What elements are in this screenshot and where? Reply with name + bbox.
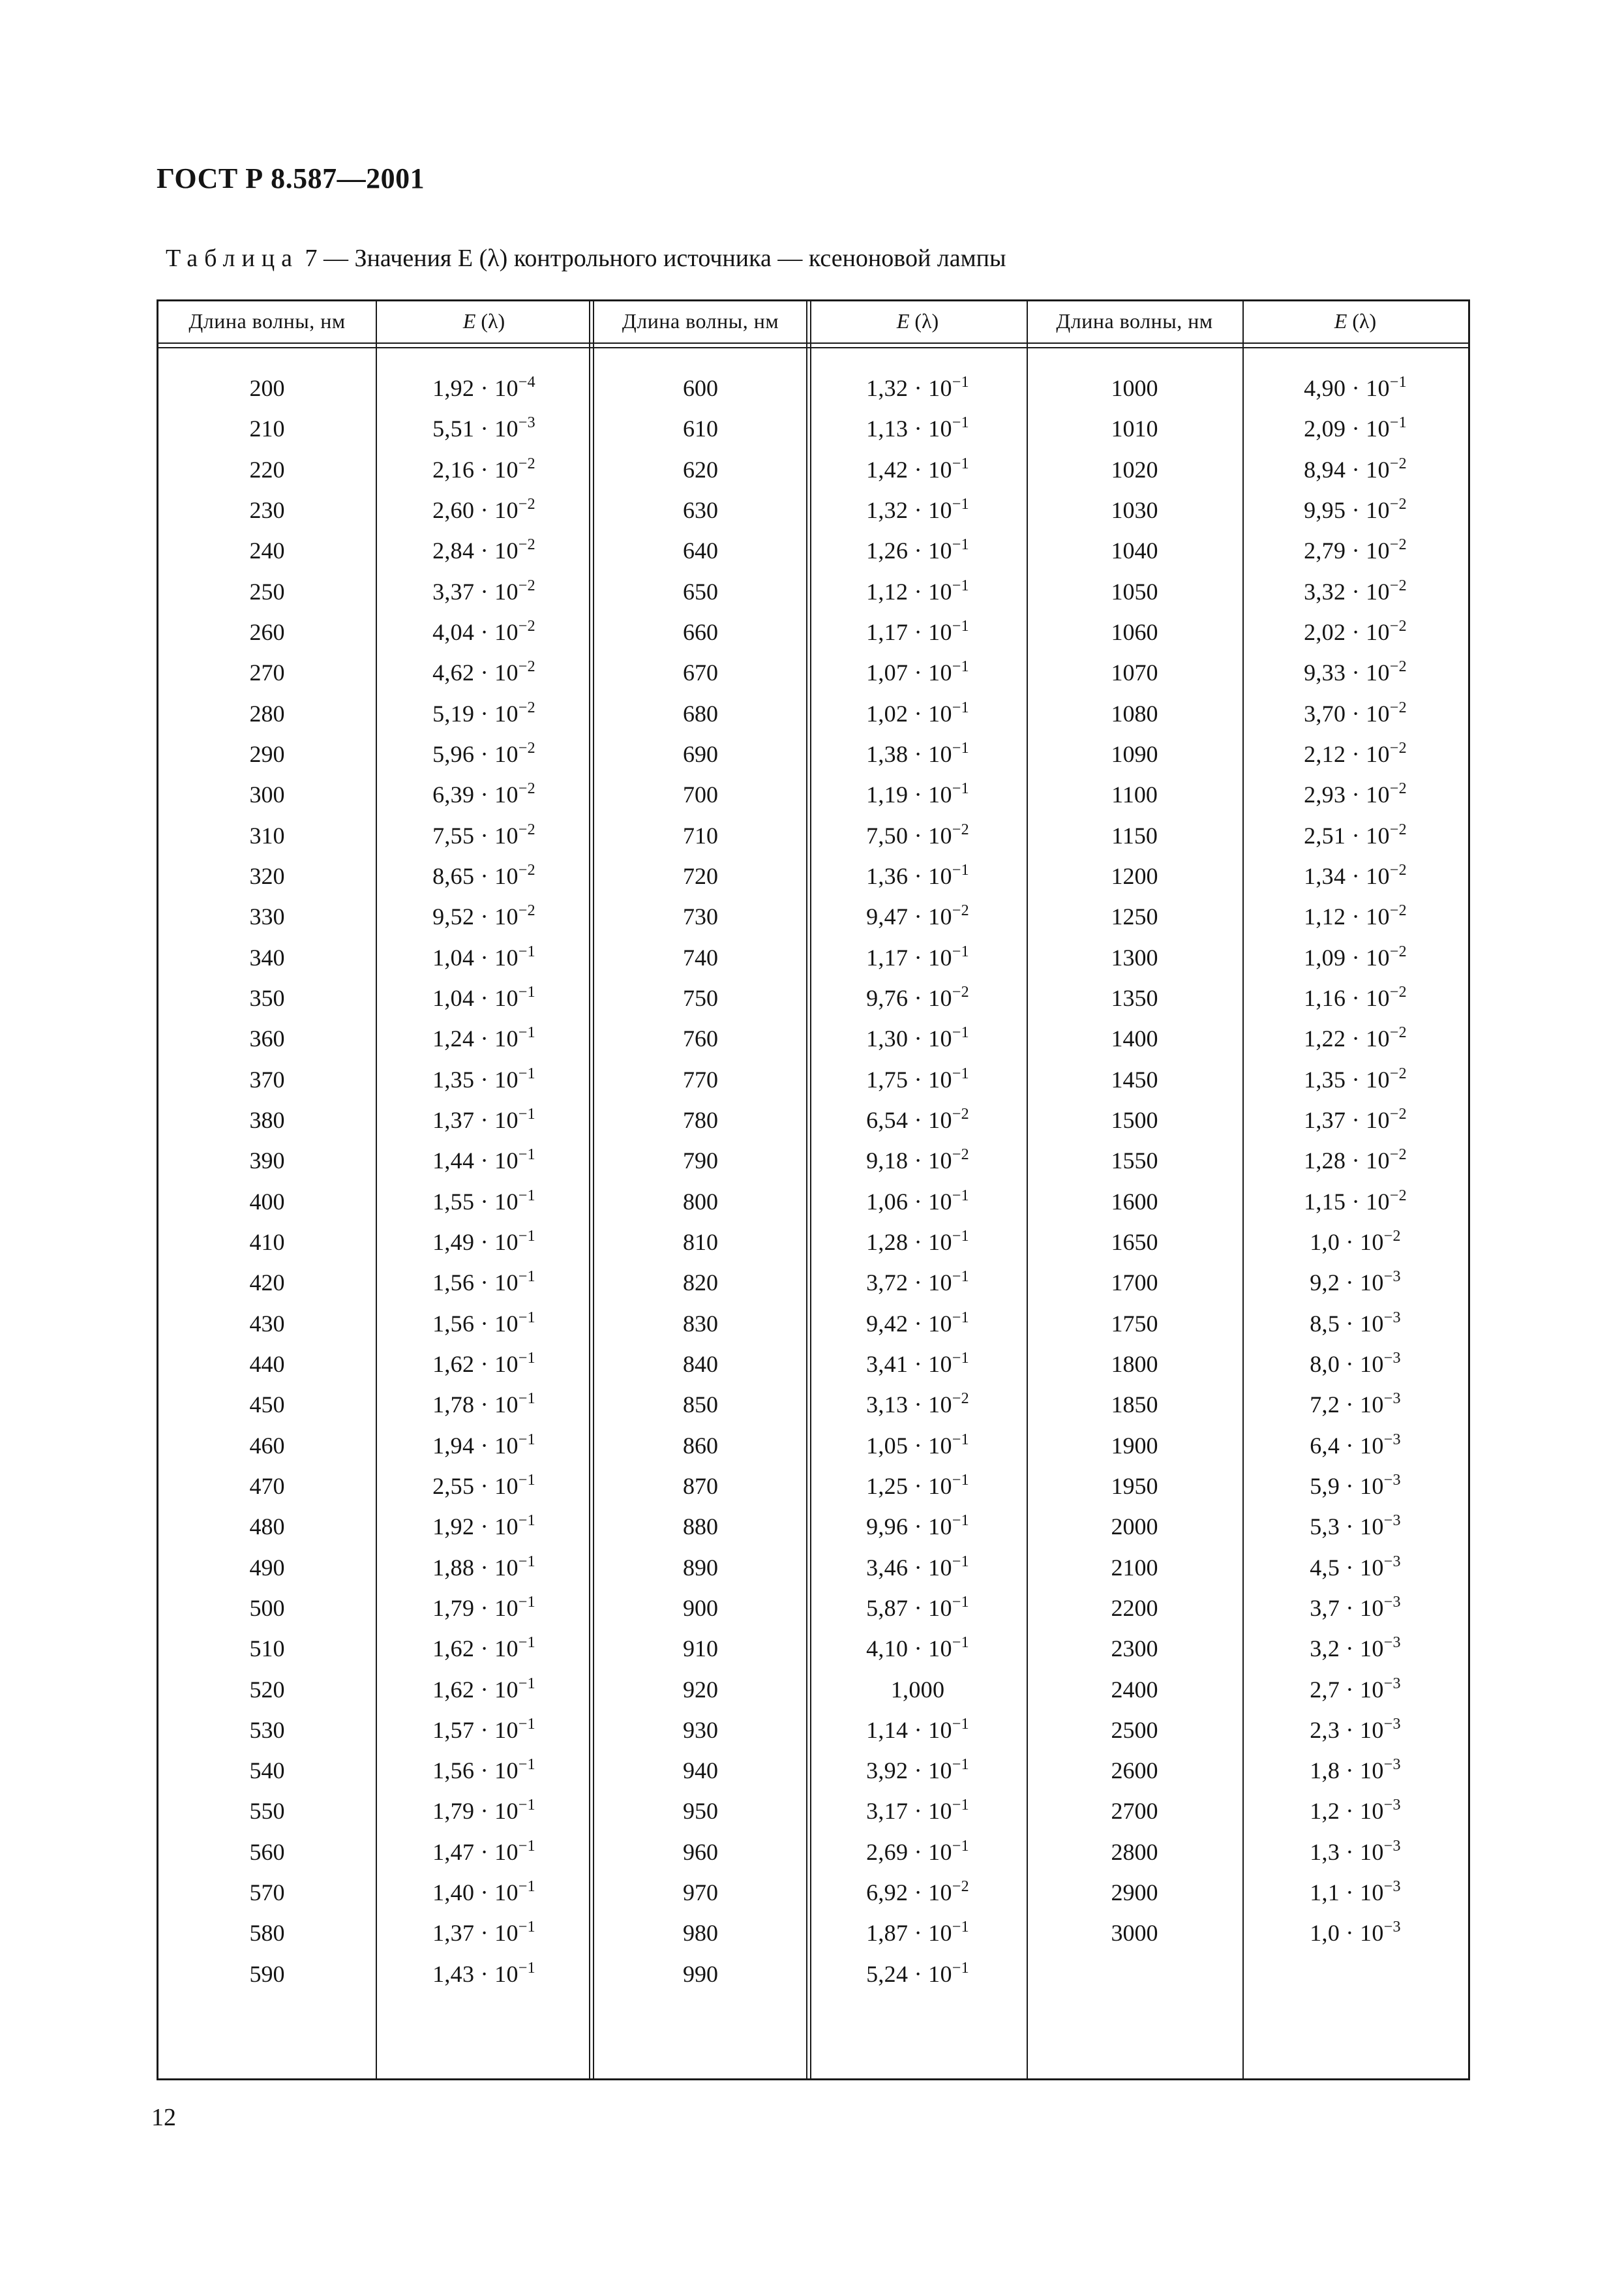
irradiance-cell: $1,35 \cdot 10^{-1}$ <box>432 1065 535 1093</box>
wavelength-cell: 870 <box>683 1472 718 1499</box>
wavelength-cell: 690 <box>683 740 718 767</box>
irradiance-cell: $2,16 \cdot 10^{-2}$ <box>432 455 535 483</box>
header-wavelength: Длина волны, нм <box>1056 309 1213 333</box>
irradiance-cell: $9,42 \cdot 10^{-1}$ <box>866 1309 969 1337</box>
wavelength-cell: 2300 <box>1111 1635 1158 1662</box>
wavelength-cell: 390 <box>249 1147 285 1174</box>
wavelength-cell: 1950 <box>1111 1472 1158 1499</box>
irradiance-cell: $1,78 \cdot 10^{-1}$ <box>432 1390 535 1418</box>
wavelength-cell: 550 <box>249 1798 285 1825</box>
wavelength-cell: 810 <box>683 1228 718 1255</box>
wavelength-cell: 960 <box>683 1838 718 1865</box>
irradiance-cell: $1,05 \cdot 10^{-1}$ <box>866 1431 969 1459</box>
wavelength-cell: 2200 <box>1111 1594 1158 1621</box>
wavelength-cell: 2000 <box>1111 1513 1158 1540</box>
irradiance-cell: $4,62 \cdot 10^{-2}$ <box>432 658 535 686</box>
irradiance-cell: $2,69 \cdot 10^{-1}$ <box>866 1837 969 1865</box>
wavelength-cell: 1090 <box>1111 740 1158 767</box>
irradiance-cell: $1,32 \cdot 10^{-1}$ <box>866 495 969 523</box>
irradiance-cell: $9,33 \cdot 10^{-2}$ <box>1304 658 1407 686</box>
wavelength-cell: 920 <box>683 1676 718 1703</box>
irradiance-cell: $2,93 \cdot 10^{-2}$ <box>1304 780 1407 808</box>
irradiance-cell: $1,62 \cdot 10^{-1}$ <box>432 1349 535 1377</box>
wavelength-cell: 1000 <box>1111 375 1158 401</box>
wavelength-cell: 860 <box>683 1432 718 1459</box>
wavelength-cell: 510 <box>249 1635 285 1662</box>
irradiance-cell: $1,12 \cdot 10^{-1}$ <box>866 577 969 605</box>
wavelength-cell: 450 <box>249 1391 285 1418</box>
irradiance-cell: $1,37 \cdot 10^{-1}$ <box>432 1919 535 1947</box>
irradiance-cell: $1,28 \cdot 10^{-1}$ <box>866 1227 969 1255</box>
wavelength-cell: 570 <box>249 1879 285 1906</box>
irradiance-cell: $3,46 \cdot 10^{-1}$ <box>866 1553 969 1581</box>
irradiance-cell: $1,37 \cdot 10^{-1}$ <box>432 1105 535 1133</box>
wavelength-cell: 1080 <box>1111 700 1158 727</box>
irradiance-cell: $3,13 \cdot 10^{-2}$ <box>866 1390 969 1418</box>
wavelength-cell: 640 <box>683 538 718 564</box>
wavelength-cell: 1400 <box>1111 1025 1158 1052</box>
wavelength-cell: 1020 <box>1111 456 1158 483</box>
wavelength-cell: 990 <box>683 1960 718 1987</box>
wavelength-cell: 600 <box>683 375 718 401</box>
wavelength-cell: 280 <box>249 700 285 727</box>
wavelength-cell: 760 <box>683 1025 718 1052</box>
wavelength-column <box>592 368 809 1994</box>
irradiance-cell: $1,02 \cdot 10^{-1}$ <box>866 699 969 727</box>
data-table <box>157 299 1470 2080</box>
wavelength-cell: 370 <box>249 1066 285 1093</box>
wavelength-cell: 660 <box>683 618 718 645</box>
irradiance-cell: $1,17 \cdot 10^{-1}$ <box>866 617 969 645</box>
table-caption-label: Таблица <box>166 245 299 272</box>
irradiance-cell: $3,41 \cdot 10^{-1}$ <box>866 1349 969 1377</box>
wavelength-cell: 530 <box>249 1716 285 1743</box>
wavelength-cell: 1900 <box>1111 1432 1158 1459</box>
wavelength-cell: 430 <box>249 1310 285 1337</box>
wavelength-cell: 1300 <box>1111 944 1158 971</box>
irradiance-cell: $3,72 \cdot 10^{-1}$ <box>866 1268 969 1296</box>
wavelength-column <box>158 368 376 1994</box>
header-separator <box>158 342 1468 344</box>
wavelength-cell: 360 <box>249 1025 285 1052</box>
wavelength-cell: 580 <box>249 1920 285 1947</box>
irradiance-column <box>809 368 1027 1994</box>
wavelength-cell: 1850 <box>1111 1391 1158 1418</box>
irradiance-cell: $7,55 \cdot 10^{-2}$ <box>432 821 535 849</box>
wavelength-cell: 400 <box>249 1188 285 1215</box>
irradiance-cell: $2,02 \cdot 10^{-2}$ <box>1304 617 1407 645</box>
irradiance-cell: $5,51 \cdot 10^{-3}$ <box>432 414 535 442</box>
wavelength-cell: 1750 <box>1111 1310 1158 1337</box>
header-separator <box>158 347 1468 348</box>
irradiance-cell: $9,96 \cdot 10^{-1}$ <box>866 1512 969 1540</box>
irradiance-cell: $1,44 \cdot 10^{-1}$ <box>432 1146 535 1174</box>
irradiance-cell: $9,95 \cdot 10^{-2}$ <box>1304 495 1407 523</box>
irradiance-cell: $9,47 \cdot 10^{-2}$ <box>866 902 969 930</box>
wavelength-cell: 940 <box>683 1757 718 1784</box>
irradiance-cell: $1,56 \cdot 10^{-1}$ <box>432 1268 535 1296</box>
wavelength-cell: 1650 <box>1111 1228 1158 1255</box>
irradiance-cell: $8,0 \cdot 10^{-3}$ <box>1310 1349 1401 1377</box>
irradiance-cell: $3,32 \cdot 10^{-2}$ <box>1304 577 1407 605</box>
irradiance-cell: $1,0 \cdot 10^{-2}$ <box>1310 1227 1401 1255</box>
wavelength-cell: 740 <box>683 944 718 971</box>
wavelength-cell: 980 <box>683 1920 718 1947</box>
irradiance-cell: $1,16 \cdot 10^{-2}$ <box>1304 983 1407 1011</box>
irradiance-cell: $1,09 \cdot 10^{-2}$ <box>1304 943 1407 971</box>
wavelength-cell: 1800 <box>1111 1350 1158 1377</box>
irradiance-cell: $1,57 \cdot 10^{-1}$ <box>432 1715 535 1743</box>
wavelength-cell: 970 <box>683 1879 718 1906</box>
wavelength-cell: 520 <box>249 1676 285 1703</box>
irradiance-cell: $5,24 \cdot 10^{-1}$ <box>866 1959 969 1987</box>
wavelength-cell: 2100 <box>1111 1554 1158 1581</box>
wavelength-cell: 350 <box>249 984 285 1011</box>
irradiance-cell: $1,38 \cdot 10^{-1}$ <box>866 739 969 767</box>
wavelength-cell: 630 <box>683 496 718 523</box>
irradiance-cell: $3,17 \cdot 10^{-1}$ <box>866 1797 969 1825</box>
wavelength-cell: 490 <box>249 1554 285 1581</box>
wavelength-cell: 1050 <box>1111 578 1158 605</box>
irradiance-cell: $1,35 \cdot 10^{-2}$ <box>1304 1065 1407 1093</box>
irradiance-cell: $9,18 \cdot 10^{-2}$ <box>866 1146 969 1174</box>
irradiance-cell: $2,12 \cdot 10^{-2}$ <box>1304 739 1407 767</box>
irradiance-cell: $1,0 \cdot 10^{-3}$ <box>1310 1919 1401 1947</box>
irradiance-cell: $1,94 \cdot 10^{-1}$ <box>432 1431 535 1459</box>
wavelength-cell: 1500 <box>1111 1106 1158 1133</box>
irradiance-cell: $1,26 \cdot 10^{-1}$ <box>866 536 969 564</box>
irradiance-cell: $2,51 \cdot 10^{-2}$ <box>1304 821 1407 849</box>
irradiance-cell: $2,55 \cdot 10^{-1}$ <box>432 1471 535 1499</box>
wavelength-cell: 220 <box>249 456 285 483</box>
irradiance-cell: $1,56 \cdot 10^{-1}$ <box>432 1309 535 1337</box>
header-irradiance: E (λ) <box>896 309 939 333</box>
irradiance-cell: $1,42 \cdot 10^{-1}$ <box>866 455 969 483</box>
wavelength-cell: 710 <box>683 822 718 849</box>
table-caption <box>166 244 1006 273</box>
irradiance-cell: $4,04 \cdot 10^{-2}$ <box>432 617 535 645</box>
irradiance-cell: $1,04 \cdot 10^{-1}$ <box>432 983 535 1011</box>
wavelength-cell: 730 <box>683 904 718 930</box>
wavelength-cell: 1250 <box>1111 904 1158 930</box>
irradiance-cell: $3,7 \cdot 10^{-3}$ <box>1310 1593 1401 1621</box>
irradiance-cell: $1,25 \cdot 10^{-1}$ <box>866 1471 969 1499</box>
wavelength-cell: 320 <box>249 862 285 889</box>
wavelength-cell: 440 <box>249 1350 285 1377</box>
irradiance-cell: $2,09 \cdot 10^{-1}$ <box>1304 414 1407 442</box>
wavelength-cell: 680 <box>683 700 718 727</box>
wavelength-cell: 310 <box>249 822 285 849</box>
wavelength-cell: 900 <box>683 1594 718 1621</box>
irradiance-cell: $9,76 \cdot 10^{-2}$ <box>866 983 969 1011</box>
wavelength-cell: 840 <box>683 1350 718 1377</box>
irradiance-cell: $2,3 \cdot 10^{-3}$ <box>1310 1715 1401 1743</box>
wavelength-cell: 1100 <box>1111 782 1158 808</box>
irradiance-cell: $1,2 \cdot 10^{-3}$ <box>1310 1797 1401 1825</box>
wavelength-cell: 460 <box>249 1432 285 1459</box>
wavelength-cell: 420 <box>249 1269 285 1296</box>
wavelength-cell: 1060 <box>1111 618 1158 645</box>
wavelength-cell: 1010 <box>1111 416 1158 442</box>
wavelength-cell: 1150 <box>1111 822 1158 849</box>
irradiance-cell: $1,87 \cdot 10^{-1}$ <box>866 1919 969 1947</box>
irradiance-cell: $1,30 \cdot 10^{-1}$ <box>866 1024 969 1052</box>
wavelength-cell: 670 <box>683 660 718 686</box>
irradiance-cell: $3,92 \cdot 10^{-1}$ <box>866 1756 969 1784</box>
wavelength-cell: 250 <box>249 578 285 605</box>
wavelength-cell: 950 <box>683 1798 718 1825</box>
wavelength-cell: 1030 <box>1111 496 1158 523</box>
irradiance-cell: $1,8 \cdot 10^{-3}$ <box>1310 1756 1401 1784</box>
irradiance-cell: $1,62 \cdot 10^{-1}$ <box>432 1634 535 1662</box>
wavelength-cell: 2600 <box>1111 1757 1158 1784</box>
irradiance-cell: $2,60 \cdot 10^{-2}$ <box>432 495 535 523</box>
irradiance-cell: $1,55 \cdot 10^{-1}$ <box>432 1187 535 1215</box>
wavelength-cell: 1200 <box>1111 862 1158 889</box>
irradiance-cell: $4,5 \cdot 10^{-3}$ <box>1310 1553 1401 1581</box>
irradiance-cell: $1,79 \cdot 10^{-1}$ <box>432 1797 535 1825</box>
wavelength-cell: 890 <box>683 1554 718 1581</box>
wavelength-cell: 590 <box>249 1960 285 1987</box>
irradiance-cell: $5,9 \cdot 10^{-3}$ <box>1310 1471 1401 1499</box>
irradiance-cell: $1,24 \cdot 10^{-1}$ <box>432 1024 535 1052</box>
wavelength-cell: 500 <box>249 1594 285 1621</box>
wavelength-cell: 270 <box>249 660 285 686</box>
irradiance-cell: $9,2 \cdot 10^{-3}$ <box>1310 1268 1401 1296</box>
irradiance-cell: 1,000 <box>890 1676 945 1703</box>
irradiance-cell: $1,15 \cdot 10^{-2}$ <box>1304 1187 1407 1215</box>
wavelength-cell: 1450 <box>1111 1066 1158 1093</box>
irradiance-cell: $1,36 \cdot 10^{-1}$ <box>866 861 969 889</box>
irradiance-cell: $1,22 \cdot 10^{-2}$ <box>1304 1024 1407 1052</box>
header-irradiance: E (λ) <box>1334 309 1377 333</box>
wavelength-cell: 2400 <box>1111 1676 1158 1703</box>
irradiance-cell: $5,19 \cdot 10^{-2}$ <box>432 699 535 727</box>
wavelength-cell: 540 <box>249 1757 285 1784</box>
irradiance-cell: $1,1 \cdot 10^{-3}$ <box>1310 1878 1401 1906</box>
wavelength-cell: 1550 <box>1111 1147 1158 1174</box>
wavelength-cell: 1070 <box>1111 660 1158 686</box>
wavelength-cell: 480 <box>249 1513 285 1540</box>
wavelength-cell: 1350 <box>1111 984 1158 1011</box>
irradiance-cell: $1,62 \cdot 10^{-1}$ <box>432 1675 535 1703</box>
wavelength-cell: 560 <box>249 1838 285 1865</box>
irradiance-cell: $1,04 \cdot 10^{-1}$ <box>432 943 535 971</box>
wavelength-cell: 330 <box>249 904 285 930</box>
irradiance-cell: $1,88 \cdot 10^{-1}$ <box>432 1553 535 1581</box>
wavelength-cell: 750 <box>683 984 718 1011</box>
irradiance-cell: $6,92 \cdot 10^{-2}$ <box>866 1878 969 1906</box>
irradiance-cell: $6,39 \cdot 10^{-2}$ <box>432 780 535 808</box>
irradiance-cell: $5,96 \cdot 10^{-2}$ <box>432 739 535 767</box>
irradiance-cell: $1,56 \cdot 10^{-1}$ <box>432 1756 535 1784</box>
irradiance-cell: $9,52 \cdot 10^{-2}$ <box>432 902 535 930</box>
irradiance-cell: $1,28 \cdot 10^{-2}$ <box>1304 1146 1407 1174</box>
irradiance-cell: $1,12 \cdot 10^{-2}$ <box>1304 902 1407 930</box>
irradiance-cell: $4,10 \cdot 10^{-1}$ <box>866 1634 969 1662</box>
irradiance-cell: $1,34 \cdot 10^{-2}$ <box>1304 861 1407 889</box>
irradiance-cell: $5,87 \cdot 10^{-1}$ <box>866 1593 969 1621</box>
wavelength-cell: 780 <box>683 1106 718 1133</box>
wavelength-cell: 2500 <box>1111 1716 1158 1743</box>
wavelength-cell: 610 <box>683 416 718 442</box>
wavelength-cell: 300 <box>249 782 285 808</box>
irradiance-cell: $1,49 \cdot 10^{-1}$ <box>432 1227 535 1255</box>
wavelength-cell: 230 <box>249 496 285 523</box>
irradiance-cell: $2,84 \cdot 10^{-2}$ <box>432 536 535 564</box>
irradiance-cell: $1,75 \cdot 10^{-1}$ <box>866 1065 969 1093</box>
irradiance-cell: $1,43 \cdot 10^{-1}$ <box>432 1959 535 1987</box>
wavelength-column <box>1027 368 1242 1954</box>
irradiance-cell: $5,3 \cdot 10^{-3}$ <box>1310 1512 1401 1540</box>
irradiance-cell: $8,94 \cdot 10^{-2}$ <box>1304 455 1407 483</box>
irradiance-cell: $1,19 \cdot 10^{-1}$ <box>866 780 969 808</box>
wavelength-cell: 240 <box>249 538 285 564</box>
header-wavelength: Длина волны, нм <box>622 309 779 333</box>
irradiance-cell: $1,37 \cdot 10^{-2}$ <box>1304 1105 1407 1133</box>
wavelength-cell: 700 <box>683 782 718 808</box>
wavelength-cell: 820 <box>683 1269 718 1296</box>
header-wavelength: Длина волны, нм <box>188 309 346 333</box>
irradiance-cell: $1,92 \cdot 10^{-1}$ <box>432 1512 535 1540</box>
page-number: 12 <box>151 2104 176 2131</box>
wavelength-cell: 910 <box>683 1635 718 1662</box>
irradiance-cell: $8,5 \cdot 10^{-3}$ <box>1310 1309 1401 1337</box>
irradiance-cell: $3,2 \cdot 10^{-3}$ <box>1310 1634 1401 1662</box>
irradiance-cell: $1,92 \cdot 10^{-4}$ <box>432 374 535 401</box>
irradiance-cell: $1,79 \cdot 10^{-1}$ <box>432 1593 535 1621</box>
wavelength-cell: 2900 <box>1111 1879 1158 1906</box>
wavelength-cell: 470 <box>249 1472 285 1499</box>
wavelength-cell: 720 <box>683 862 718 889</box>
wavelength-cell: 2700 <box>1111 1798 1158 1825</box>
irradiance-cell: $1,47 \cdot 10^{-1}$ <box>432 1837 535 1865</box>
irradiance-cell: $8,65 \cdot 10^{-2}$ <box>432 861 535 889</box>
irradiance-cell: $4,90 \cdot 10^{-1}$ <box>1304 374 1407 401</box>
irradiance-cell: $1,32 \cdot 10^{-1}$ <box>866 374 969 401</box>
irradiance-column <box>376 368 592 1994</box>
wavelength-cell: 200 <box>249 375 285 401</box>
wavelength-cell: 650 <box>683 578 718 605</box>
wavelength-cell: 2800 <box>1111 1838 1158 1865</box>
irradiance-cell: $1,06 \cdot 10^{-1}$ <box>866 1187 969 1215</box>
irradiance-cell: $2,7 \cdot 10^{-3}$ <box>1310 1675 1401 1703</box>
irradiance-cell: $7,2 \cdot 10^{-3}$ <box>1310 1390 1401 1418</box>
wavelength-cell: 3000 <box>1111 1920 1158 1947</box>
wavelength-cell: 800 <box>683 1188 718 1215</box>
document-header: ГОСТ Р 8.587—2001 <box>157 162 425 194</box>
wavelength-cell: 830 <box>683 1310 718 1337</box>
wavelength-cell: 260 <box>249 618 285 645</box>
irradiance-cell: $1,14 \cdot 10^{-1}$ <box>866 1715 969 1743</box>
wavelength-cell: 410 <box>249 1228 285 1255</box>
wavelength-cell: 1600 <box>1111 1188 1158 1215</box>
header-irradiance: E (λ) <box>462 309 505 333</box>
wavelength-cell: 290 <box>249 740 285 767</box>
wavelength-cell: 620 <box>683 456 718 483</box>
irradiance-cell: $2,79 \cdot 10^{-2}$ <box>1304 536 1407 564</box>
irradiance-cell: $3,37 \cdot 10^{-2}$ <box>432 577 535 605</box>
wavelength-cell: 930 <box>683 1716 718 1743</box>
irradiance-cell: $1,3 \cdot 10^{-3}$ <box>1310 1837 1401 1865</box>
wavelength-cell: 880 <box>683 1513 718 1540</box>
irradiance-cell: $1,40 \cdot 10^{-1}$ <box>432 1878 535 1906</box>
wavelength-cell: 210 <box>249 416 285 442</box>
wavelength-cell: 380 <box>249 1106 285 1133</box>
irradiance-cell: $3,70 \cdot 10^{-2}$ <box>1304 699 1407 727</box>
table-caption-text: 7 — Значения E (λ) контрольного источника — ксеноновой лампы <box>299 245 1006 272</box>
wavelength-cell: 340 <box>249 944 285 971</box>
irradiance-cell: $1,07 \cdot 10^{-1}$ <box>866 658 969 686</box>
wavelength-cell: 850 <box>683 1391 718 1418</box>
irradiance-column <box>1242 368 1468 1954</box>
wavelength-cell: 1040 <box>1111 538 1158 564</box>
irradiance-cell: $6,4 \cdot 10^{-3}$ <box>1310 1431 1401 1459</box>
irradiance-cell: $1,13 \cdot 10^{-1}$ <box>866 414 969 442</box>
wavelength-cell: 790 <box>683 1147 718 1174</box>
wavelength-cell: 1700 <box>1111 1269 1158 1296</box>
irradiance-cell: $6,54 \cdot 10^{-2}$ <box>866 1105 969 1133</box>
irradiance-cell: $7,50 \cdot 10^{-2}$ <box>866 821 969 849</box>
wavelength-cell: 770 <box>683 1066 718 1093</box>
irradiance-cell: $1,17 \cdot 10^{-1}$ <box>866 943 969 971</box>
